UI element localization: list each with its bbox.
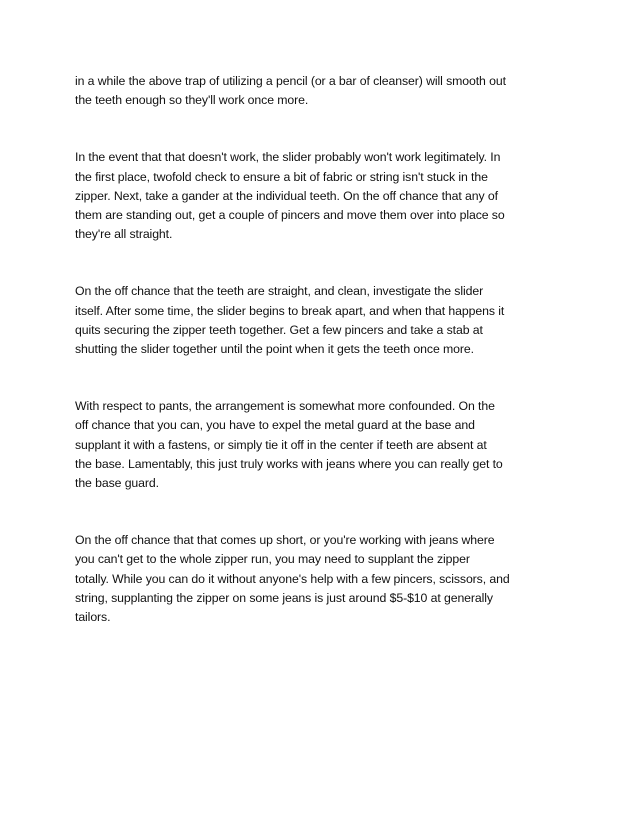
paragraph-spacer: [75, 359, 575, 397]
text-line: the base. Lamentably, this just truly works with jeans where you can really get to: [75, 456, 503, 471]
text-line: shutting the slider together until the point when it gets the teeth once more.: [75, 342, 474, 357]
text-line: In the event that that doesn't work, the slider probably won't work legitimately. In: [75, 150, 501, 165]
text-line: supplant it with a fastens, or simply tie it off in the center if teeth are absent at: [75, 437, 487, 452]
text-line: you can't get to the whole zipper run, you may need to supplant the zipper: [75, 552, 470, 567]
text-line: the first place, twofold check to ensure a bit of fabric or string isn't stuck in the: [75, 169, 488, 184]
text-line: On the off chance that that comes up short, or you're working with jeans where: [75, 533, 495, 548]
text-line: tailors.: [75, 610, 111, 625]
paragraph: [75, 72, 575, 110]
text-line: them are standing out, get a couple of pincers and move them over into place so: [75, 208, 505, 223]
paragraph-spacer: [75, 493, 575, 531]
text-line: the teeth enough so they'll work once more.: [75, 93, 309, 108]
text-line: in a while the above trap of utilizing a pencil (or a bar of cleanser) will smooth out: [75, 74, 506, 88]
text-line: string, supplanting the zipper on some jeans is just around $5-$10 at generally: [75, 590, 493, 605]
text-line: they're all straight.: [75, 227, 173, 242]
paragraph: [75, 148, 575, 244]
text-line: zipper. Next, take a gander at the individual teeth. On the off chance that any of: [75, 188, 498, 203]
paragraph-spacer: [75, 110, 575, 148]
paragraph: [75, 397, 575, 493]
text-line: On the off chance that the teeth are straight, and clean, investigate the slider: [75, 284, 484, 299]
text-line: quits securing the zipper teeth together. Get a few pincers and take a stab at: [75, 322, 483, 337]
text-line: itself. After some time, the slider begins to break apart, and when that happens it: [75, 303, 505, 318]
text-line: totally. While you can do it without anyone's help with a few pincers, scissors, and: [75, 571, 510, 586]
text-line: With respect to pants, the arrangement is somewhat more confounded. On the: [75, 399, 495, 414]
paragraph: [75, 282, 575, 359]
text-line: off chance that you can, you have to expel the metal guard at the base and: [75, 418, 475, 433]
text-line: the base guard.: [75, 476, 159, 491]
document-body: [75, 72, 575, 627]
paragraph-spacer: [75, 244, 575, 282]
paragraph: [75, 531, 575, 627]
